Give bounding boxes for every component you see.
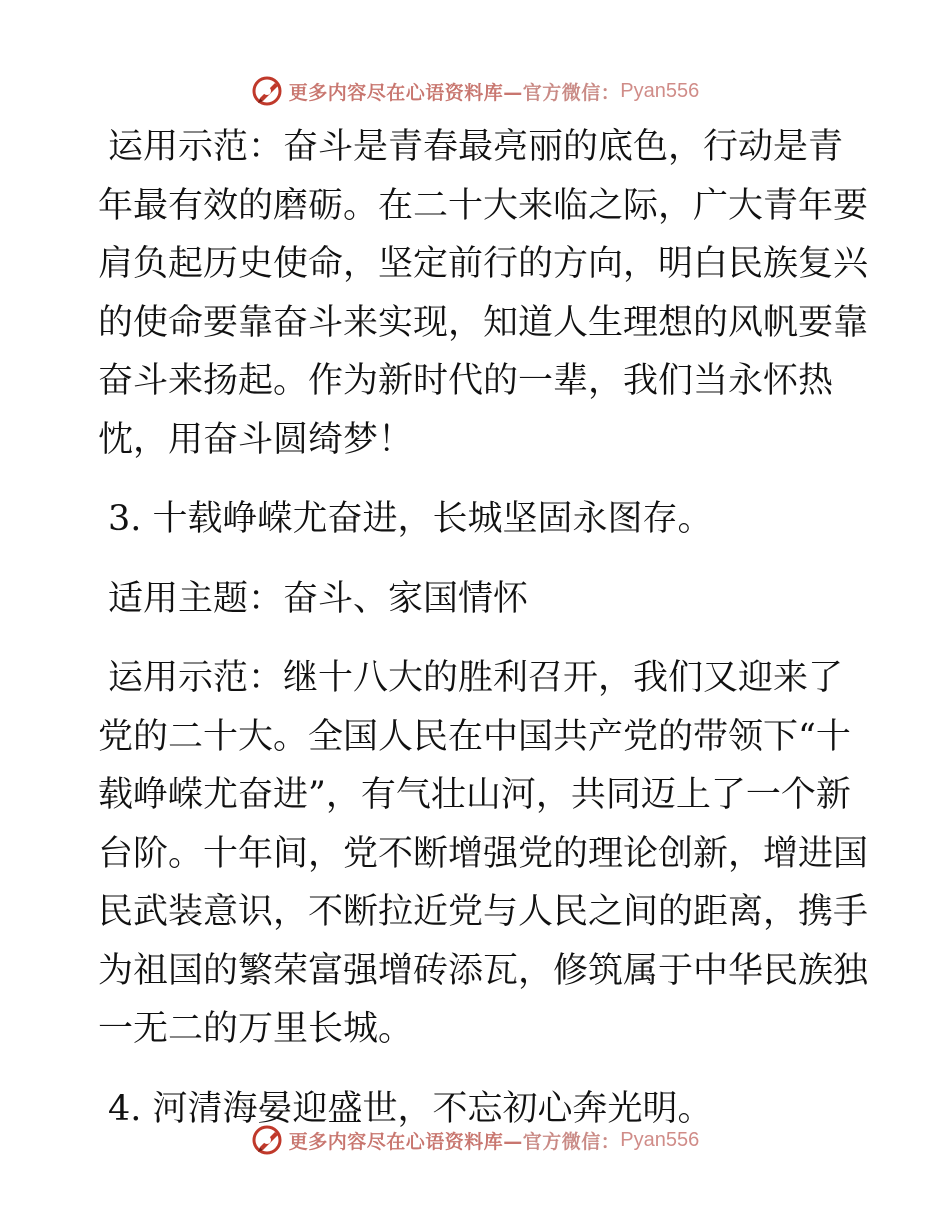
item-3-title: 3. 十载峥嵘尤奋进，长城坚固永图存。 — [108, 499, 713, 539]
item-4-title: 4. 河清海晏迎盛世，不忘初心奔光明。 — [108, 1088, 713, 1129]
paragraph-example-1 — [98, 118, 869, 469]
header-banner — [0, 71, 950, 111]
paragraph-example-2 — [98, 649, 869, 1059]
text-line: 的使命要靠奋斗来实现，知道人生理想的风帆要靠 — [98, 302, 869, 343]
text-line: 肩负起历史使命，坚定前行的方向，明白民族复兴 — [98, 244, 869, 284]
banner-wechat-label: 官方微信： — [522, 1130, 621, 1153]
text-line: 运用示范：奋斗是青春最亮丽的底色，行动是青 — [108, 127, 844, 167]
text-line: 为祖国的繁荣富强增砖添瓦，修筑属于中华民族独 — [98, 950, 869, 991]
item-3-theme — [98, 570, 858, 629]
text-line: 载峥嵘尤奋进”，有气壮山河，共同迈上了一个新 — [98, 775, 851, 815]
text-line: 一无二的万里长城。 — [98, 1009, 414, 1049]
document-body — [98, 118, 869, 1138]
banner-wechat-id: Pyan556 — [620, 79, 700, 102]
banner-text: 更多内容尽在心语资料库— — [288, 81, 523, 104]
banner-wechat-label: 官方微信： — [522, 81, 621, 104]
item-3-heading — [98, 490, 858, 549]
pen-logo-icon — [251, 74, 285, 108]
footer-banner — [0, 1120, 950, 1160]
banner-wechat-id: Pyan556 — [620, 1128, 700, 1151]
pen-logo-icon — [251, 1123, 285, 1157]
text-line: 年最有效的磨砺。在二十大来临之际，广大青年要 — [98, 185, 869, 226]
text-line: 台阶。十年间，党不断增强党的理论创新，增进国 — [98, 833, 869, 874]
banner-text: 更多内容尽在心语资料库— — [288, 1130, 523, 1153]
text-line: 奋斗来扬起。作为新时代的一辈，我们当永怀热 — [98, 361, 834, 401]
text-line: 运用示范：继十八大的胜利召开，我们又迎来了 — [108, 658, 844, 698]
text-line: 党的二十大。全国人民在中国共产党的带领下“十 — [98, 716, 851, 757]
text-line: 民武装意识，不断拉近党与人民之间的距离，携手 — [98, 892, 869, 932]
text-line: 忱，用奋斗圆绮梦！ — [98, 419, 414, 460]
theme-line: 适用主题：奋斗、家国情怀 — [108, 578, 529, 619]
